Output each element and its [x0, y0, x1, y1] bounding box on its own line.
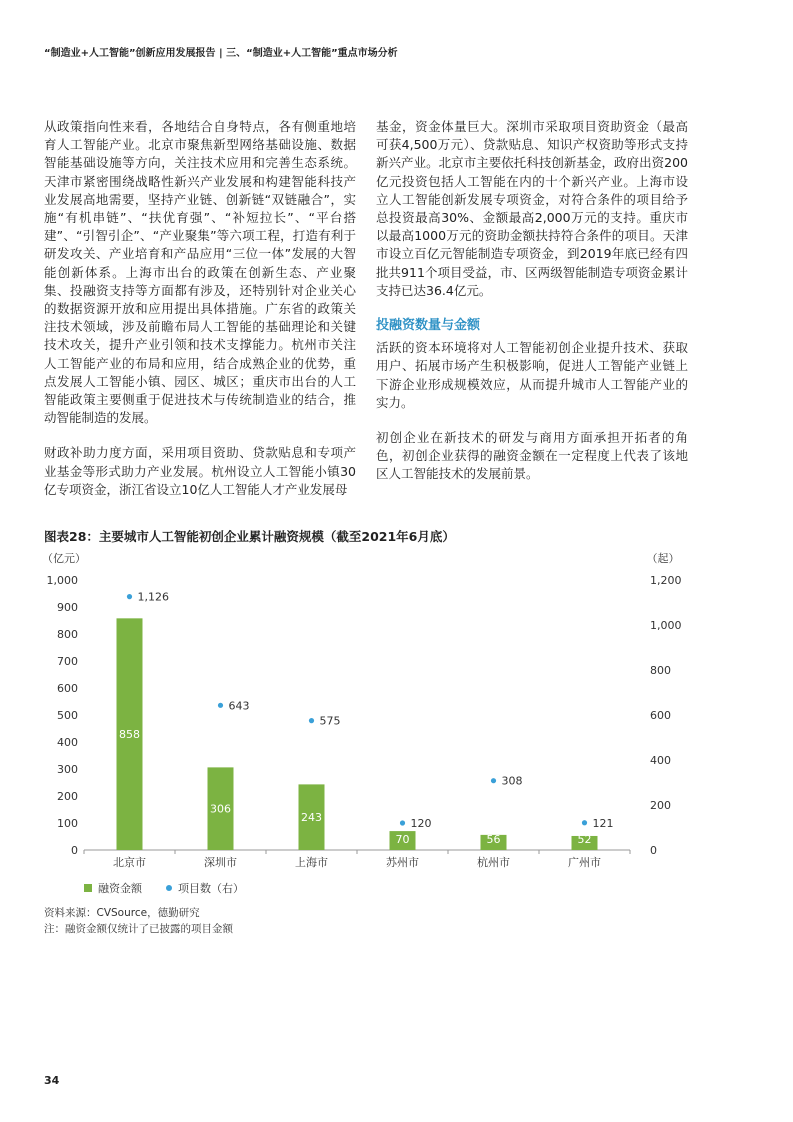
right-tick-label: 1,000 [650, 619, 682, 632]
startup-paragraph: 初创企业在新技术的研发与商用方面承担开拓者的角色，初创企业获得的融资金额在一定程度上代表了该地区人工智能技术的发展前景。 [376, 430, 688, 482]
dot-swatch-icon [166, 885, 172, 891]
source-note: 资料来源：CVSource，德勤研究 [44, 907, 200, 919]
category-label: 苏州市 [386, 856, 419, 869]
category-label: 北京市 [113, 856, 146, 869]
legend-label-projects: 项目数（右） [178, 882, 244, 895]
bar-value-label: 56 [486, 833, 501, 846]
right-column [376, 118, 688, 501]
page-number: 34 [44, 1074, 60, 1087]
legend-item-projects [166, 880, 244, 896]
legend-label-financing: 融资金额 [98, 882, 142, 895]
left-tick-label: 600 [57, 682, 78, 695]
dot-value-label: 1,126 [137, 590, 169, 604]
left-tick-label: 300 [57, 763, 78, 776]
left-tick-label: 0 [71, 844, 78, 857]
left-tick-label: 700 [57, 655, 78, 668]
right-tick-label: 0 [650, 844, 657, 857]
figure-title: 图表28：主要城市人工智能初创企业累计融资规模（截至2021年6月底） [44, 529, 455, 544]
right-tick-label: 400 [650, 754, 671, 767]
category-label: 上海市 [295, 856, 328, 869]
running-header: “制造业+人工智能”创新应用发展报告 | 三、“制造业+人工智能”重点市场分析 [44, 48, 398, 59]
left-tick-label: 100 [57, 817, 78, 830]
chart-legend [84, 880, 244, 896]
policy-paragraph: 从政策指向性来看，各地结合自身特点，各有侧重地培育人工智能产业。北京市聚焦新型网络基础设施、数据智能基础设施等方向，关注技术应用和完善生态系统。天津市紧密围绕战略性新兴产业发展和构建智能科技产业发展高地需要，坚持产业链、创新链“双链融合”，实施“有机串链”、“扶优育强”、“补短拉长”、“平台搭建”、“引智引企”、“产业聚集”等六项工程，打造有利于研发攻关、产业培育和产品应用“三位一体”发展的大智能创新体系。上海市出台的政策在创新生态、产业聚集、投融资支持等方面都有涉及，还特别针对企业关心的数据资源开放和应用提出具体措施。广东省的政策关注技术领域，涉及前瞻布局人工智能的基础理论和关键技术攻关，提升产业引领和技术支撑能力。杭州市关注人工智能产业的布局和应用，结合成熟企业的优势，重点发展人工智能小镇、园区、城区；重庆市出台的人工智能政策主要侧重于促进技术与传统制造业的结合，推动智能制造的发展。 [44, 119, 356, 426]
legend-item-financing [84, 880, 142, 896]
category-label: 广州市 [568, 856, 601, 869]
bar-value-label: 70 [395, 833, 410, 846]
left-column [44, 118, 356, 516]
dot-value-label: 643 [228, 699, 250, 713]
right-tick-label: 200 [650, 799, 671, 812]
left-tick-label: 900 [57, 601, 78, 614]
project-count-dot [127, 594, 132, 599]
category-label: 深圳市 [204, 856, 237, 869]
financing-chart [36, 548, 726, 898]
project-count-dot [582, 820, 587, 825]
bar-value-label: 52 [577, 833, 592, 846]
project-count-dot [218, 703, 223, 708]
project-count-dot [309, 718, 314, 723]
right-tick-label: 600 [650, 709, 671, 722]
left-tick-label: 1,000 [46, 574, 78, 587]
dot-value-label: 121 [592, 816, 614, 830]
left-tick-label: 200 [57, 790, 78, 803]
dot-value-label: 575 [319, 714, 341, 728]
left-tick-label: 800 [57, 628, 78, 641]
capital-paragraph: 活跃的资本环境将对人工智能初创企业提升技术、获取用户、拓展市场产生积极影响，促进人工智能产业链上下游企业形成规模效应，从而提升城市人工智能产业的实力。 [376, 340, 688, 410]
section-heading: 投融资数量与金额 [376, 318, 481, 334]
right-tick-label: 1,200 [650, 574, 682, 587]
footnote: 注：融资金额仅统计了已披露的项目金额 [44, 923, 233, 935]
bar-value-label: 306 [210, 802, 231, 816]
project-count-dot [400, 820, 405, 825]
right-tick-label: 800 [650, 664, 671, 677]
bar-value-label: 243 [301, 811, 322, 825]
left-axis-unit: （亿元） [42, 552, 86, 565]
chart-notes [44, 905, 233, 937]
left-tick-label: 500 [57, 709, 78, 722]
left-tick-label: 400 [57, 736, 78, 749]
fund-paragraph: 基金，资金体量巨大。深圳市采取项目资助资金（最高可获4,500万元）、贷款贴息、知识产权资助等形式支持新兴产业。北京市主要依托科技创新基金，政府出资200亿元投资包括人工智能在内的十个新兴产业。上海市设立人工智能创新发展专项资金，对符合条件的项目给予总投资最高30%、金额最高2,000万元的支持。重庆市以最高1000万元的资助金额扶持符合条件的项目。天津市设立百亿元智能制造专项资金，到2019年底已经有四批共911个项目受益，市、区两级智能制造专项资金累计支持已达36.4亿元。 [376, 119, 688, 298]
bar-swatch-icon [84, 884, 92, 892]
fiscal-paragraph: 财政补助力度方面，采用项目资助、贷款贴息和专项产业基金等形式助力产业发展。杭州设立人工智能小镇30亿专项资金，浙江省设立10亿人工智能人才产业发展母 [44, 445, 356, 497]
dot-value-label: 308 [501, 774, 523, 788]
category-label: 杭州市 [477, 856, 510, 869]
project-count-dot [491, 778, 496, 783]
right-axis-unit: （起） [646, 552, 680, 565]
bar-value-label: 858 [119, 728, 140, 742]
dot-value-label: 120 [410, 817, 432, 830]
